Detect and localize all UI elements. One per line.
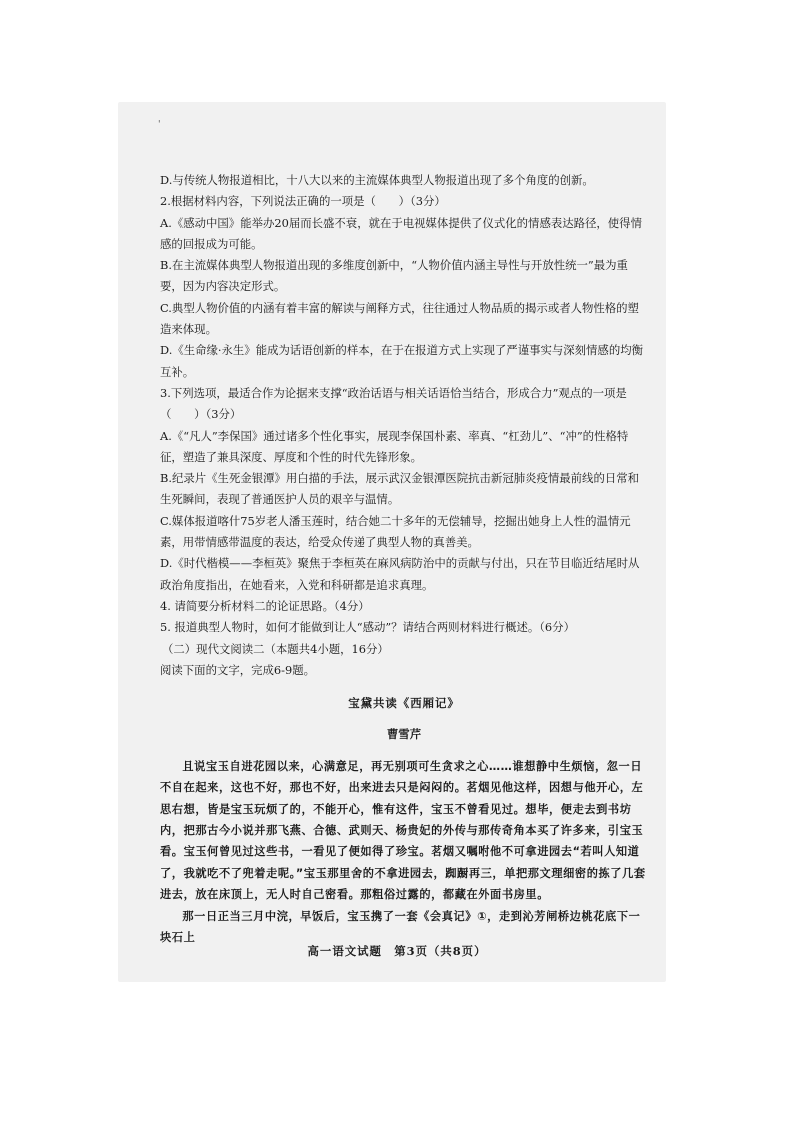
question-2-option-b: B.在主流媒体典型人物报道出现的多维度创新中，“人物价值内涵主导性与开放性统一”最为重要，因为内容决定形式。 (160, 258, 628, 294)
page-footer: 高一语文试题 第3页（共8页） (307, 944, 487, 958)
article-paragraph: 且说宝玉自进花园以来，心满意足，再无别项可生贪求之心……谁想静中生烦恼，忽一日不自在起来，这也不好，那也不好，出来进去只是闷闷的。茗烟见他这样，因想与他开心，左思右想，皆是宝玉玩烦了的，不能开心，惟有这件，宝玉不曾看见过。想毕，便走去到书坊内，把那古今小说并那飞燕、合德、武则天、杨贵妃的外传与那传奇角本买了许多来，引宝玉看。宝玉何曾见过这些书，一看见了便如得了珍宝。茗烟又嘱咐他不可拿进园去“若叫人知道了，我就吃不了兜着走呢。”宝玉那里舍的不拿进园去，踟蹰再三，单把那文理细密的拣了几套进去，放在床顶上，无人时自己密看。那粗俗过露的，都藏在外面书房里。 (160, 759, 646, 902)
question-3-option-c: C.媒体报道喀什75岁老人潘玉莲时，结合她二十多年的无偿辅导，挖掘出她身上人性的温情元素，用带情感带温度的表达，给受众传递了典型人物的真善美。 (160, 513, 631, 550)
exam-page (160, 170, 648, 948)
question-3-option-d: D.《时代楷模——李桓英》聚焦于李桓英在麻风病防治中的贡献与付出，只在节目临近结尾时从政治角度指出，在她看来，入党和科研都是追求真理。 (160, 556, 640, 592)
question-3-option-b: B.纪录片《生死金银潭》用白描的手法，展示武汉金银潭医院抗击新冠肺炎疫情最前线的日常和生死瞬间，表现了普通医护人员的艰辛与温情。 (160, 471, 640, 507)
question-2-option-a: A.《感动中国》能举办20届而长盛不衰，就在于电视媒体提供了仪式化的情感表达路径，使得情感的回报成为可能。 (160, 215, 642, 251)
question-2-option-d: D.《生命缘·永生》能成为话语创新的样本，在于在报道方式上实现了严谨事实与深刻情感的均衡互补。 (160, 343, 643, 379)
question-2-option-c: C.典型人物价值的内涵有着丰富的解读与阐释方式，往往通过人物品质的揭示或者人物性格的塑造来体现。 (160, 300, 639, 337)
question-2: 2.根据材料内容，下列说法正确的一项是（ ）（3分） (160, 194, 446, 209)
article-author: 曹雪芹 (386, 727, 422, 742)
section-heading: （二）现代文阅读二（本题共4小题，16分） (162, 641, 389, 656)
question-5: 5. 报道典型人物时，如何才能做到让人“感动”？请结合两则材料进行概述。（6分） (160, 620, 575, 635)
option-1d: D.与传统人物报道相比，十八大以来的主流媒体典型人物报道出现了多个角度的创新。 (160, 173, 594, 187)
question-4: 4. 请简要分析材料二的论证思路。（4分） (160, 598, 370, 613)
question-3-option-a: A.《“凡人”李保国》通过诸多个性化事实，展现李保国朴素、率真、“杠劲儿”、“冲”的性格特征，塑造了兼具深度、厚度和个性的时代先锋形象。 (160, 428, 629, 464)
article-title: 宝黛共读《西厢记》 (348, 696, 460, 711)
question-3: 3.下列选项，最适合作为论据来支撑“政治话语与相关话语恰当结合，形成合力”观点的一项是（ ）（3分） (160, 385, 627, 422)
corner-mark: ' (158, 120, 161, 130)
article-paragraph: 那一日正当三月中浣，早饭后，宝玉携了一套《会真记》①，走到沁芳闸桥边桃花底下一块石上 (160, 909, 641, 944)
section-instruction: 阅读下面的文字，完成6-9题。 (160, 662, 316, 677)
